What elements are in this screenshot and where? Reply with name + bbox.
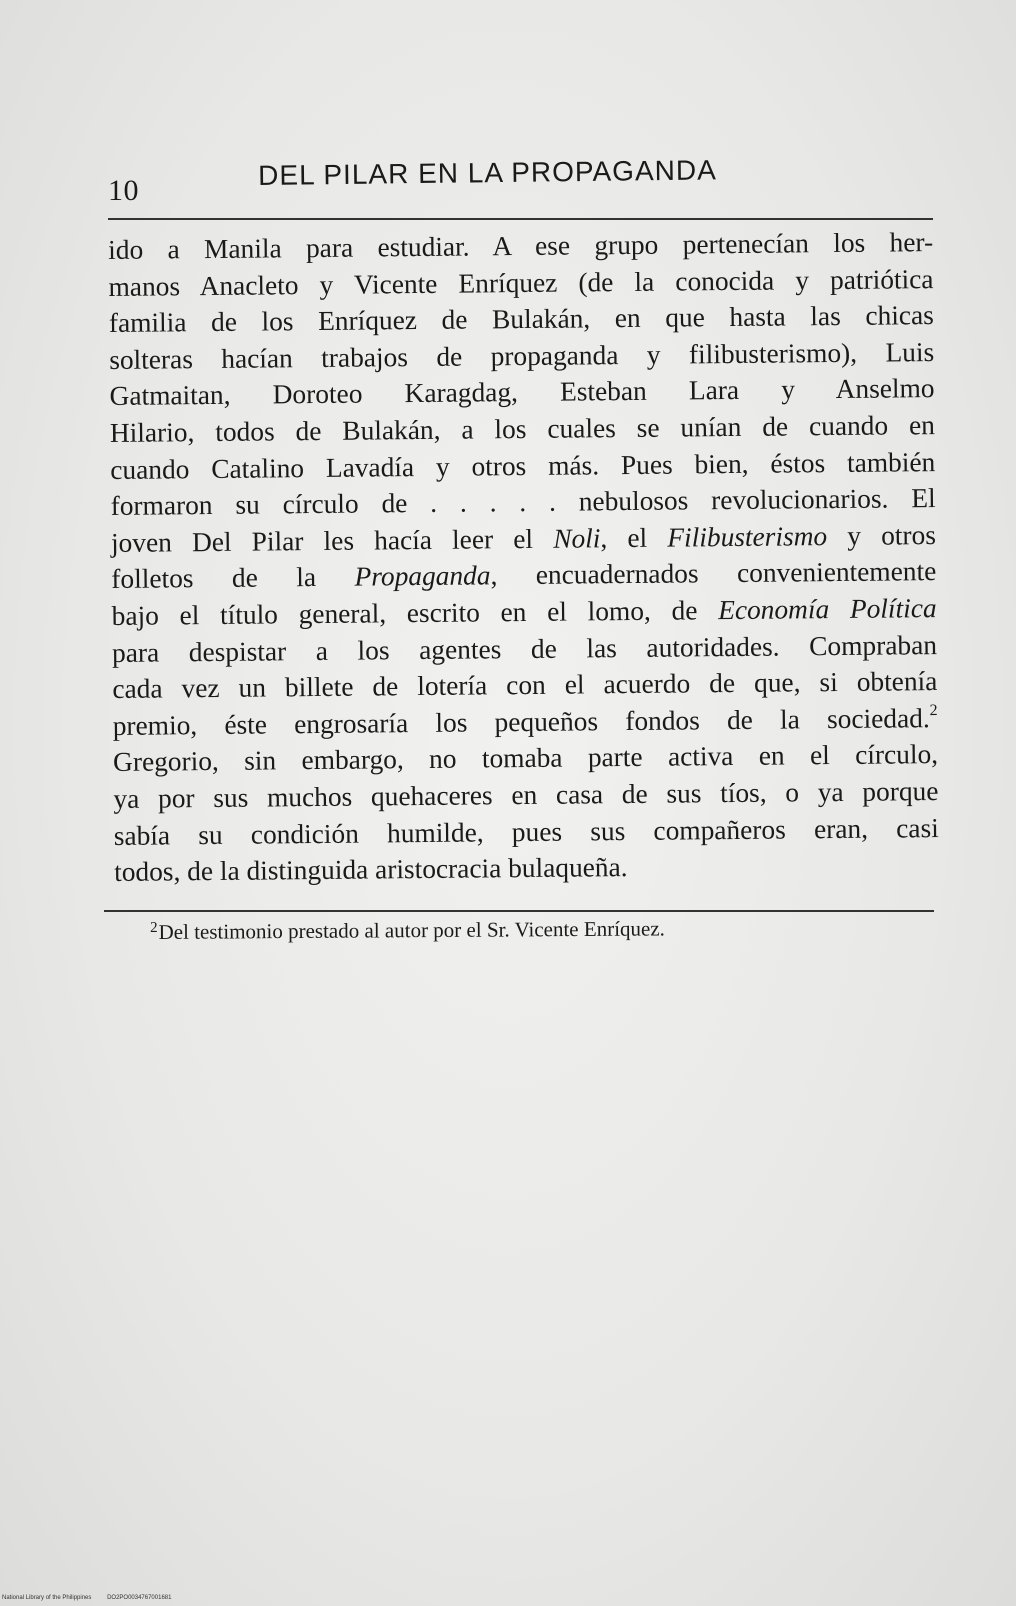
footnote-text: Del testimonio prestado al autor por el Sr. Vicente Enríquez. bbox=[158, 916, 665, 944]
italic-title-economia-politica: Economía Política bbox=[717, 593, 937, 626]
text-line: solteras hacían trabajos de propaganda y filibusterismo), Luis bbox=[109, 336, 935, 375]
footnote-marker: 2 bbox=[150, 919, 158, 936]
running-head: DEL PILAR EN LA PROPAGANDA bbox=[258, 154, 717, 191]
text-line: manos Anacleto y Vicente Enríquez (de la conocida y patriótica bbox=[108, 263, 934, 302]
text-line: Gregorio, sin embargo, no tomaba parte activa en el círculo, bbox=[112, 739, 939, 778]
italic-title-noli: Noli bbox=[553, 523, 601, 554]
text-line: ya por sus muchos quehaceres en casa de sus tíos, o ya porque bbox=[113, 775, 939, 814]
footnote bbox=[150, 916, 665, 945]
text-segment: , el bbox=[600, 522, 668, 554]
text-line: Hilario, todos de Bulakán, a los cuales se unían de cuando en bbox=[109, 410, 936, 448]
page-header bbox=[108, 154, 926, 208]
text-segment: y otros bbox=[826, 519, 937, 551]
page-number: 10 bbox=[108, 174, 139, 207]
italic-title-filibusterismo: Filibusterismo bbox=[667, 520, 828, 553]
text-line: Gatmaitan, Doroteo Karagdag, Esteban Lara y Anselmo bbox=[109, 373, 935, 412]
text-line: ido a Manila para estudiar. A ese grupo pertenecían los her- bbox=[108, 227, 934, 265]
text-line: todos, de la distinguida aristocracia bulaqueña. bbox=[114, 852, 628, 888]
text-segment: , encuadernados convenientemente bbox=[490, 556, 937, 591]
library-credit: National Library of the Philippines bbox=[2, 1595, 92, 1601]
footnote-rule bbox=[104, 910, 934, 912]
text-segment: premio, éste engrosaría los pequeños fondos de la sociedad. bbox=[112, 702, 930, 741]
text-line: cuando Catalino Lavadía y otros más. Pues bien, éstos también bbox=[110, 446, 936, 485]
text-line: para despistar a los agentes de las autoridades. Compraban bbox=[111, 629, 938, 668]
scan-code: DO2PO0034767001681 bbox=[107, 1595, 172, 1601]
text-line: sabía su condición humilde, pues sus compañeros eran, casi bbox=[113, 812, 939, 851]
body-text bbox=[108, 224, 939, 891]
text-line: familia de los Enríquez de Bulakán, en que hasta las chicas bbox=[108, 300, 934, 339]
footnote-reference: 2 bbox=[929, 701, 938, 719]
text-segment: bajo el título general, escrito en el lomo, de bbox=[111, 595, 719, 631]
text-line: formaron su círculo de . . . . . nebulosos revolucionarios. El bbox=[110, 483, 936, 522]
italic-title-propaganda: Propaganda bbox=[354, 560, 491, 592]
text-line: cada vez un billete de lotería con el acuerdo de que, si obtenía bbox=[112, 666, 938, 705]
header-rule bbox=[108, 218, 933, 220]
text-segment: joven Del Pilar les hacía leer el bbox=[110, 523, 554, 558]
scan-credit bbox=[2, 1595, 185, 1601]
text-segment: folletos de la bbox=[111, 561, 355, 595]
